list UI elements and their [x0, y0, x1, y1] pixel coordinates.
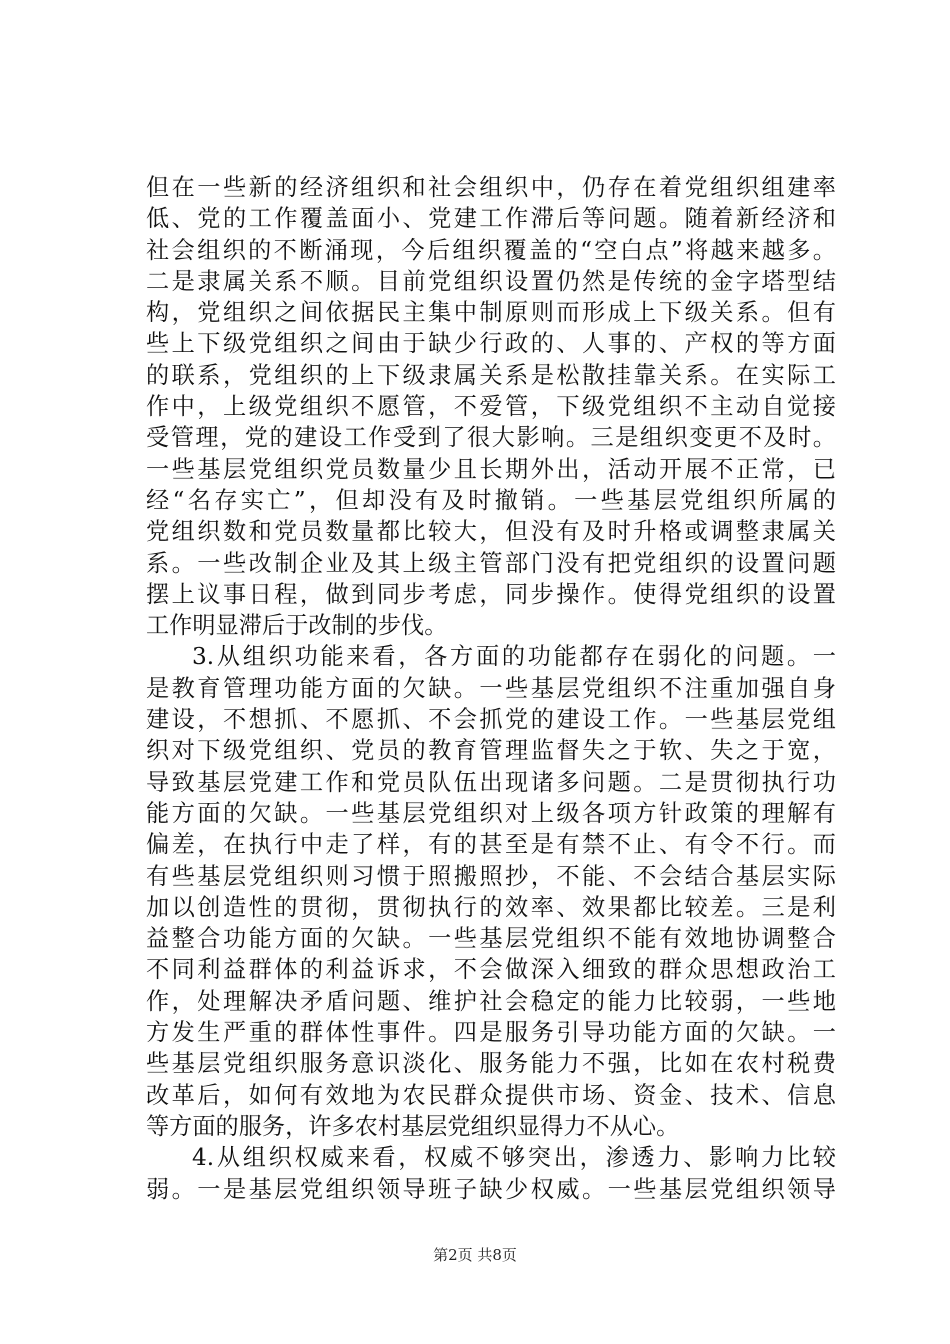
text-line: 能方面的欠缺。一些基层党组织对上级各项方针政策的理解有 — [146, 799, 836, 827]
text-line: 受管理，党的建设工作受到了很大影响。三是组织变更不及时。 — [146, 424, 836, 452]
text-line: 织对下级党组织、党员的教育管理监督失之于软、失之于宽， — [146, 737, 836, 765]
text-line: 些上下级党组织之间由于缺少行政的、人事的、产权的等方面 — [146, 330, 836, 358]
text-line: 的联系，党组织的上下级隶属关系是松散挂靠关系。在实际工 — [146, 361, 836, 389]
text-line: 低、党的工作覆盖面小、党建工作滞后等问题。随着新经济和 — [146, 205, 836, 233]
text-line: 方发生严重的群体性事件。四是服务引导功能方面的欠缺。一 — [146, 1019, 836, 1047]
text-line: 加以创造性的贯彻，贯彻执行的效率、效果都比较差。三是利 — [146, 893, 836, 921]
text-line: 有些基层党组织则习惯于照搬照抄，不能、不会结合基层实际 — [146, 862, 836, 890]
text-line: 但在一些新的经济组织和社会组织中，仍存在着党组织组建率 — [146, 174, 836, 201]
text-line: 不同利益群体的利益诉求，不会做深入细致的群众思想政治工 — [146, 956, 836, 984]
text-line: 二是隶属关系不顺。目前党组织设置仍然是传统的金字塔型结 — [146, 267, 836, 295]
document-body — [146, 172, 836, 1205]
text-line: 弱。一是基层党组织领导班子缺少权威。一些基层党组织领导 — [146, 1175, 836, 1203]
text-line: 作，处理解决矛盾问题、维护社会稳定的能力比较弱，一些地 — [146, 987, 836, 1015]
text-line: 党组织数和党员数量都比较大，但没有及时升格或调整隶属关 — [146, 518, 836, 546]
text-line: 摆上议事日程，做到同步考虑，同步操作。使得党组织的设置 — [146, 580, 836, 608]
page-number-footer: 第2页 共8页 — [433, 1246, 517, 1264]
text-line: 等方面的服务，许多农村基层党组织显得力不从心。 — [146, 1112, 680, 1140]
text-line: 作中，上级党组织不愿管，不爱管，下级党组织不主动自觉接 — [146, 393, 836, 421]
text-line: 改革后，如何有效地为农民群众提供市场、资金、技术、信息 — [146, 1081, 836, 1109]
text-line: 构，党组织之间依据民主集中制原则而形成上下级关系。但有 — [146, 299, 836, 327]
paragraph-start-line: 4.从组织权威来看，权威不够突出，渗透力、影响力比较 — [192, 1144, 836, 1172]
text-line: 建设，不想抓、不愿抓、不会抓党的建设工作。一些基层党组 — [146, 706, 836, 734]
text-line: 偏差，在执行中走了样，有的甚至是有禁不止、有令不行。而 — [146, 831, 836, 859]
text-line: 经“名存实亡”，但却没有及时撤销。一些基层党组织所属的 — [146, 486, 836, 514]
text-line: 系。一些改制企业及其上级主管部门没有把党组织的设置问题 — [146, 549, 836, 577]
text-line: 导致基层党建工作和党员队伍出现诸多问题。二是贯彻执行功 — [146, 768, 836, 796]
text-line: 工作明显滞后于改制的步伐。 — [146, 612, 448, 640]
text-line: 些基层党组织服务意识淡化、服务能力不强，比如在农村税费 — [146, 1050, 836, 1078]
text-line: 益整合功能方面的欠缺。一些基层党组织不能有效地协调整合 — [146, 925, 836, 953]
text-line: 社会组织的不断涌现，今后组织覆盖的“空白点”将越来越多。 — [146, 236, 836, 264]
text-line: 一些基层党组织党员数量少且长期外出，活动开展不正常，已 — [146, 455, 836, 483]
paragraph-start-line: 3.从组织功能来看，各方面的功能都存在弱化的问题。一 — [192, 643, 836, 671]
text-line: 是教育管理功能方面的欠缺。一些基层党组织不注重加强自身 — [146, 674, 836, 702]
